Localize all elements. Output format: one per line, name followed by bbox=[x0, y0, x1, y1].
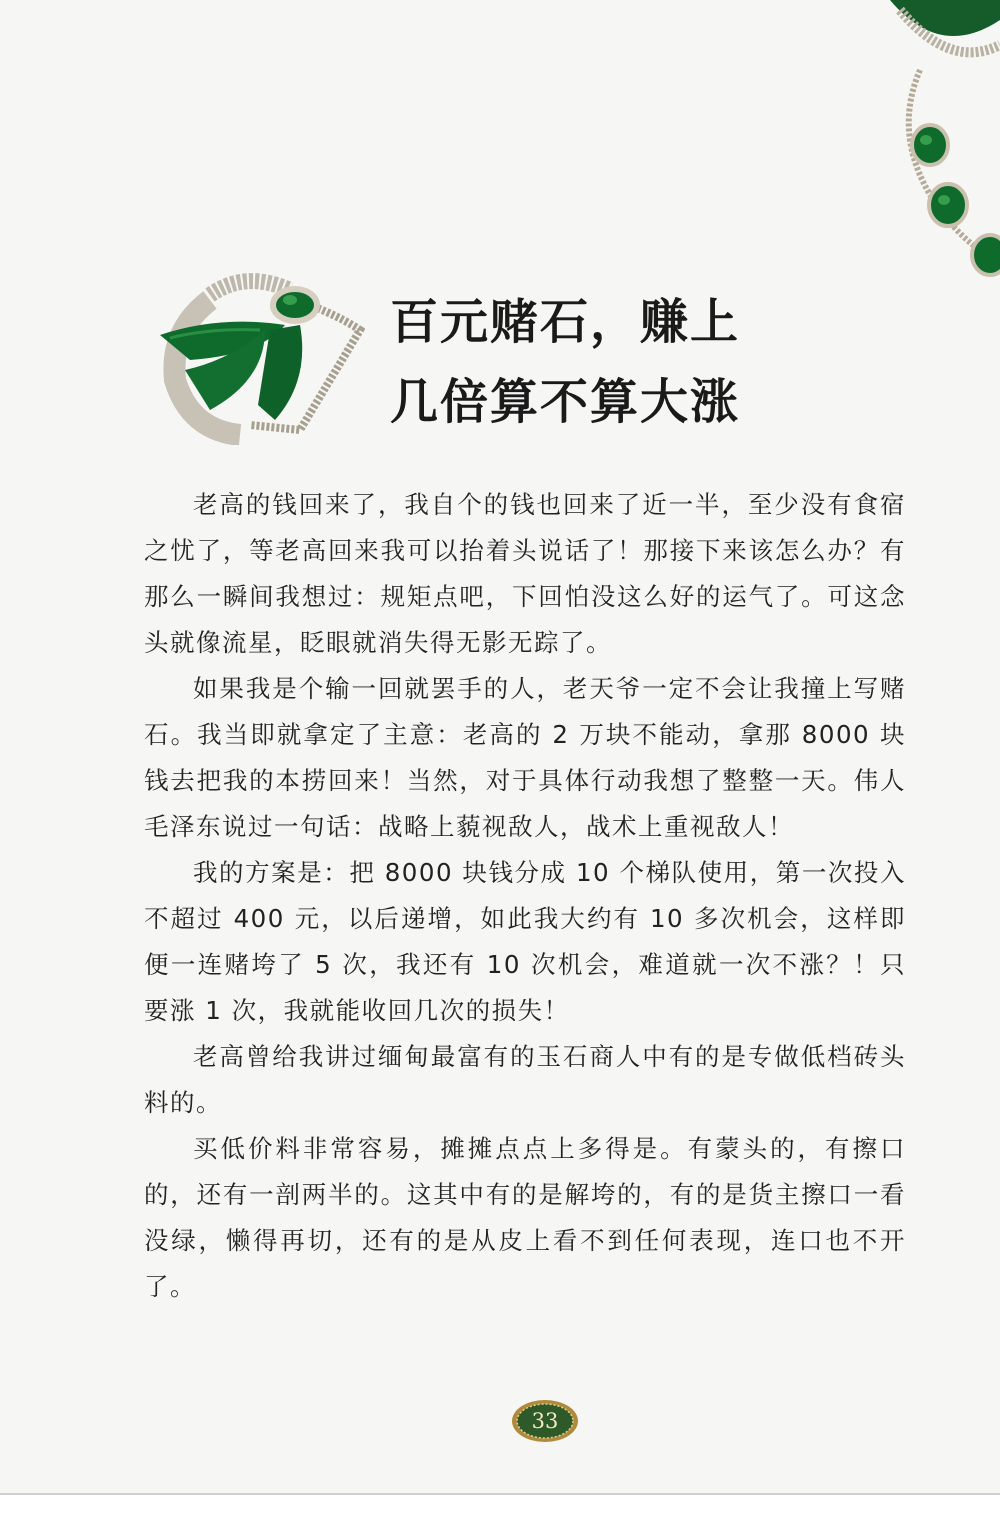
jade-brooch-image bbox=[150, 270, 365, 445]
chapter-title-line-2: 几倍算不算大涨 bbox=[390, 374, 741, 430]
body-text bbox=[144, 482, 906, 1310]
paragraph: 如果我是个输一回就罢手的人，老天爷一定不会让我撞上写赌石。我当即就拿定了主意：老高的 2 万块不能动，拿那 8000 块钱去把我的本捞回来！当然，对于具体行动我想了整整一天。伟人毛泽东说过一句话：战略上藐视敌人，战术上重视敌人！ bbox=[144, 674, 906, 841]
chapter-title bbox=[390, 282, 740, 442]
jade-necklace-image bbox=[880, 0, 1000, 290]
page-number: 33 bbox=[531, 1409, 559, 1433]
page-bottom-edge bbox=[0, 1493, 1000, 1537]
paragraph: 老高曾给我讲过缅甸最富有的玉石商人中有的是专做低档砖头料的。 bbox=[144, 1042, 906, 1117]
page-number-badge bbox=[510, 1398, 580, 1444]
paragraph: 老高的钱回来了，我自个的钱也回来了近一半，至少没有食宿之忧了，等老高回来我可以抬着头说话了！那接下来该怎么办？有那么一瞬间我想过：规矩点吧，下回怕没这么好的运气了。可这念头就像流星，眨眼就消失得无影无踪了。 bbox=[144, 490, 906, 657]
paragraph: 我的方案是：把 8000 块钱分成 10 个梯队使用，第一次投入不超过 400 元，以后递增，如此我大约有 10 多次机会，这样即便一连赌垮了 5 次，我还有 10 次机会，难道就一次不涨？！只要涨 1 次，我就能收回几次的损失！ bbox=[144, 858, 906, 1025]
paragraph: 买低价料非常容易，摊摊点点上多得是。有蒙头的，有擦口的，还有一剖两半的。这其中有的是解垮的，有的是货主擦口一看没绿，懒得再切，还有的是从皮上看不到任何表现，连口也不开了。 bbox=[144, 1134, 906, 1301]
chapter-title-line-1: 百元赌石，赚上 bbox=[390, 294, 741, 350]
